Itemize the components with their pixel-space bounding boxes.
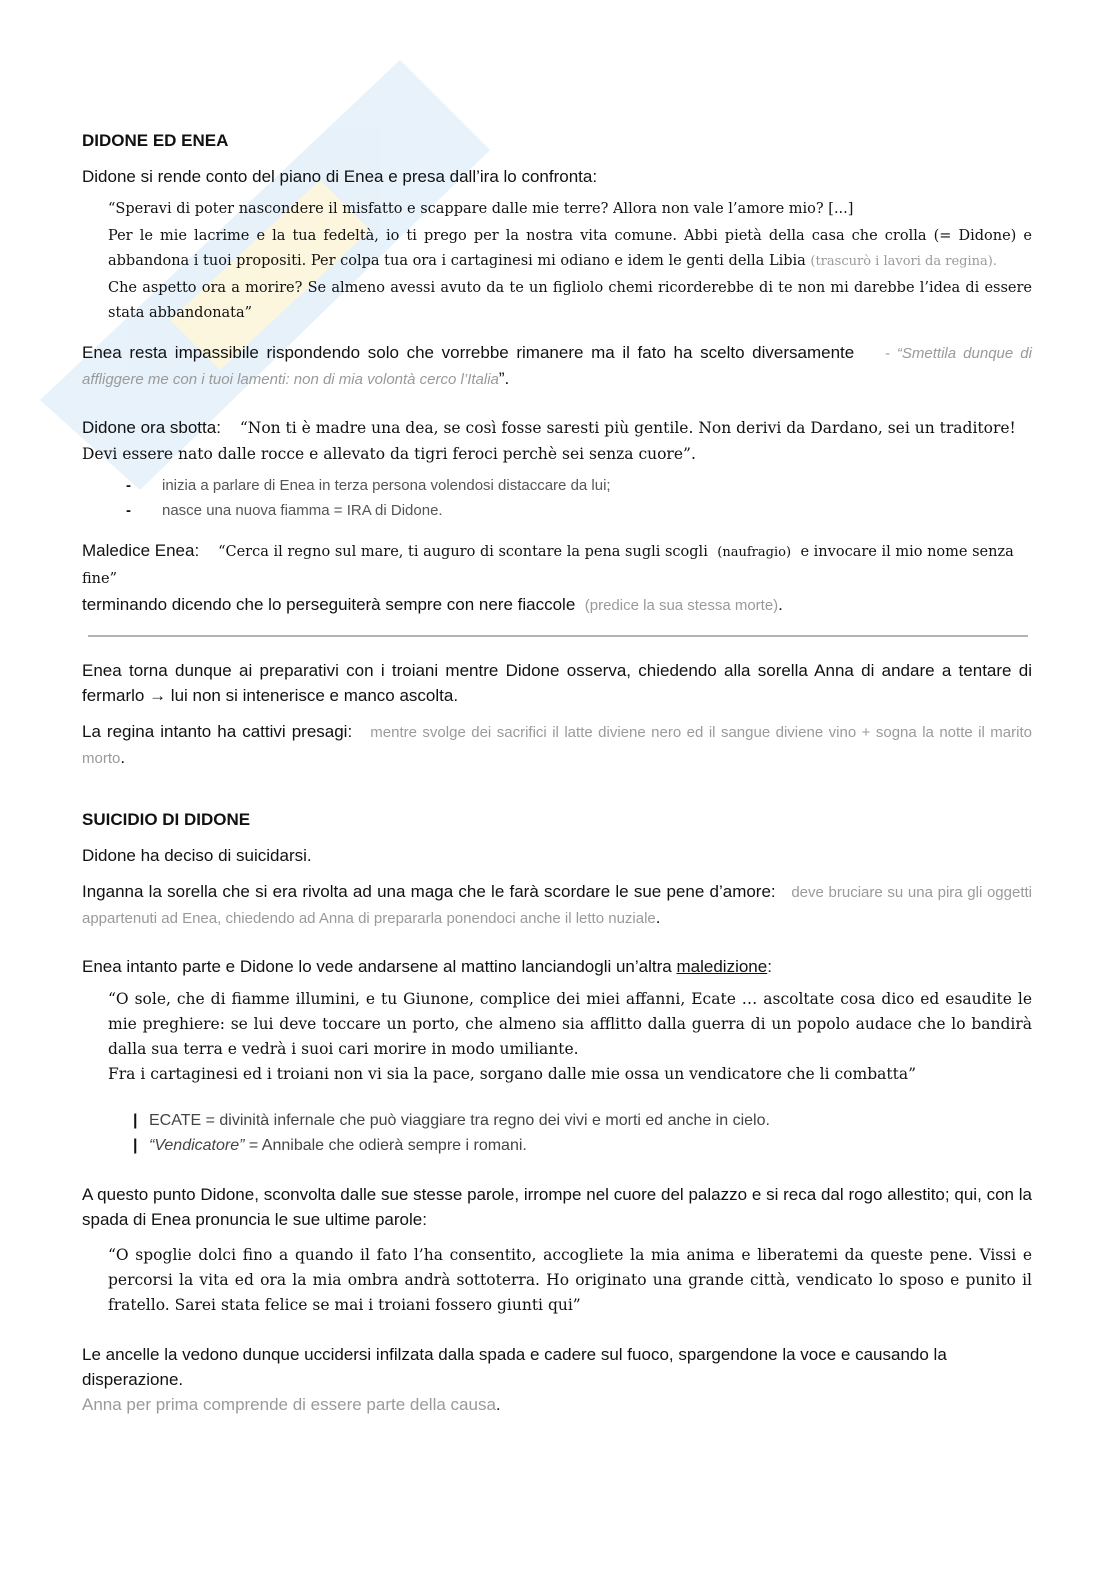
bar-icon: | <box>133 1137 138 1154</box>
maledizione-quote <box>82 987 1032 1087</box>
anna-grey-text: Anna per prima comprende di essere parte della causa <box>82 1395 496 1414</box>
bullet-dash-icon: - <box>126 477 131 494</box>
bullet-dash-icon: - <box>126 502 131 519</box>
presagi-dot: . <box>120 748 126 767</box>
note-vendicatore-term: “Vendicatore” <box>149 1137 245 1154</box>
section-title-suicidio: SUICIDIO DI DIDONE <box>82 810 251 829</box>
ultime-parole-text: “O spoglie dolci fino a quando il fato l’ha consentito, accogliete la mia anima e liberatemi da queste pene. Vissi e percorsi la vita ed ora la mia ombra andrà sottoterra. Ho originato una grande città, vendicato lo sposo e punito il fratello. Sarei stata felice se mai i troiani fossero giunti qui” <box>108 1246 1032 1314</box>
list-item <box>126 473 1032 498</box>
maledice-continuation <box>82 592 1032 618</box>
quote-line-3: Che aspetto ora a morire? Se almeno avessi avuto da te un figliolo chemi ricorderebbe di te non mi darebbe l’idea di essere stata abbandonata” <box>108 280 1032 321</box>
presagi-label: La regina intanto ha cattivi presagi: <box>82 722 353 741</box>
maledizione-quote-2: Fra i cartaginesi ed i troiani non vi sia la pace, sorgano dalle mie ossa un vendicatore che li combatta” <box>108 1065 916 1083</box>
maledizione-colon: : <box>767 957 772 976</box>
ultime-parole-paragraph: A questo punto Didone, sconvolta dalle sue stesse parole, irrompe nel cuore del palazzo e si reca dal rogo allestito; qui, con la spada di Enea pronuncia le sue ultime parole: <box>82 1185 1032 1229</box>
maledice-label: Maledice Enea: <box>82 541 200 560</box>
intro-paragraph: Didone si rende conto del piano di Enea e presa dall’ira lo confronta: <box>82 167 598 186</box>
note-vendicatore <box>133 1133 1032 1158</box>
list-item <box>126 498 1032 523</box>
quote-note: (trascurò i lavori da regina). <box>810 254 997 269</box>
quote-text: Per le mie lacrime e la tua fedeltà, io ti prego per la nostra vita comune. Abbi pietà della casa che crolla (= Didone) e abbandona i tuoi propositi. Per colpa tua ora i cartaginesi mi odiano e idem le genti della Libia <box>108 228 1032 269</box>
note-vendicatore-text: = Annibale che odierà sempre i romani. <box>244 1137 527 1154</box>
section-title-didone-enea: DIDONE ED ENEA <box>82 131 229 150</box>
maledice-note: (naufragio) <box>717 545 792 560</box>
anna-dot: . <box>495 1395 501 1414</box>
anna-paragraph <box>82 1392 1032 1417</box>
notes-list <box>82 1108 1032 1158</box>
ultime-parole-quote <box>82 1243 1032 1318</box>
quote-line-1: “Speravi di poter nascondere il misfatto e scappare dalle mie terre? Allora non vale l’amore mio? [...] <box>108 201 854 217</box>
enea-reply-text: Enea resta impassibile rispondendo solo che vorrebbe rimanere ma il fato ha scelto diversamente <box>82 343 855 362</box>
inganna-paragraph <box>82 879 1032 931</box>
enea-reply-quote: - “Smettila dunque di affliggere me con i tuoi lamenti: non di mia volontà cerco l’Italia <box>82 345 1032 388</box>
maledice-dot: . <box>778 595 783 614</box>
maledizione-paragraph <box>82 954 1032 979</box>
sbotta-quote: “Non ti è madre una dea, se così fosse saresti più gentile. Non derivi da Dardano, sei un traditore! Devi essere nato dalle rocce e allevato da tigri feroci perchè sei senza cuore”. <box>82 419 1016 463</box>
list-item-text: nasce una nuova fiamma = IRA di Didone. <box>162 502 443 519</box>
inganna-grey-text: deve bruciare su una pira gli oggetti appartenuti ad Enea, chiedendo ad Anna di prepararla ponendoci anche il letto nuziale <box>82 884 1033 927</box>
maledizione-underlined: maledizione <box>676 957 768 976</box>
note-ecate <box>133 1108 1032 1133</box>
bar-icon: | <box>133 1112 138 1129</box>
presagi-paragraph <box>82 719 1032 771</box>
ancelle-paragraph: Le ancelle la vedono dunque uccidersi infilzata dalla spada e cadere sul fuoco, spargendone la voce e causando la disperazione. <box>82 1345 947 1389</box>
inganna-dot: . <box>655 908 661 927</box>
list-item-text: inizia a parlare di Enea in terza persona volendosi distaccare da lui; <box>162 477 611 494</box>
maledice-grey-note: (predice la sua stessa morte) <box>584 597 779 614</box>
sbotta-label: Didone ora sbotta: <box>82 418 221 437</box>
note-ecate-text: ECATE = divinità infernale che può viaggiare tra regno dei vivi e morti ed anche in cielo. <box>149 1112 770 1129</box>
deciso-paragraph: Didone ha deciso di suicidarsi. <box>82 846 312 865</box>
maledice-paragraph <box>82 538 1032 592</box>
maledice-cont-text: terminando dicendo che lo perseguiterà sempre con nere fiaccole <box>82 595 576 614</box>
maledizione-quote-1: “O sole, che di fiamme illumini, e tu Giunone, complice dei miei affanni, Ecate … ascoltate cosa dico ed esaudite le mie preghiere: se lui deve toccare un porto, che almeno sia afflitto dalla guerra di un popolo audace che lo bandirà dalla sua terra e vedrà i suoi cari morire in modo umiliante. <box>108 990 1032 1058</box>
inganna-text: Inganna la sorella che si era rivolta ad una maga che le farà scordare le sue pene d’amore: <box>82 882 776 901</box>
didone-quote <box>82 197 1032 326</box>
maledice-quote-end: e invocare il mio nome senza fine” <box>82 544 1014 587</box>
bullet-list <box>82 473 1032 523</box>
enea-reply-paragraph <box>82 340 1032 392</box>
presagi-grey-text: mentre svolge dei sacrifici il latte diviene nero ed il sangue diviene vino + sogna la notte il marito morto <box>82 724 1032 767</box>
enea-reply-end: ”. <box>498 369 510 388</box>
sbotta-paragraph <box>82 415 1032 467</box>
maledice-quote: “Cerca il regno sul mare, ti auguro di scontare la pena sugli scogli <box>218 544 708 560</box>
preparativi-paragraph: Enea torna dunque ai preparativi con i troiani mentre Didone osserva, chiedendo alla sorella Anna di andare a tentare di fermarlo → lui non si intenerisce e manco ascolta. <box>82 661 1032 705</box>
quote-line-2 <box>108 224 1032 274</box>
maledizione-text: Enea intanto parte e Didone lo vede andarsene al mattino lanciandogli un’altra <box>82 957 672 976</box>
document-page <box>82 128 1032 1417</box>
